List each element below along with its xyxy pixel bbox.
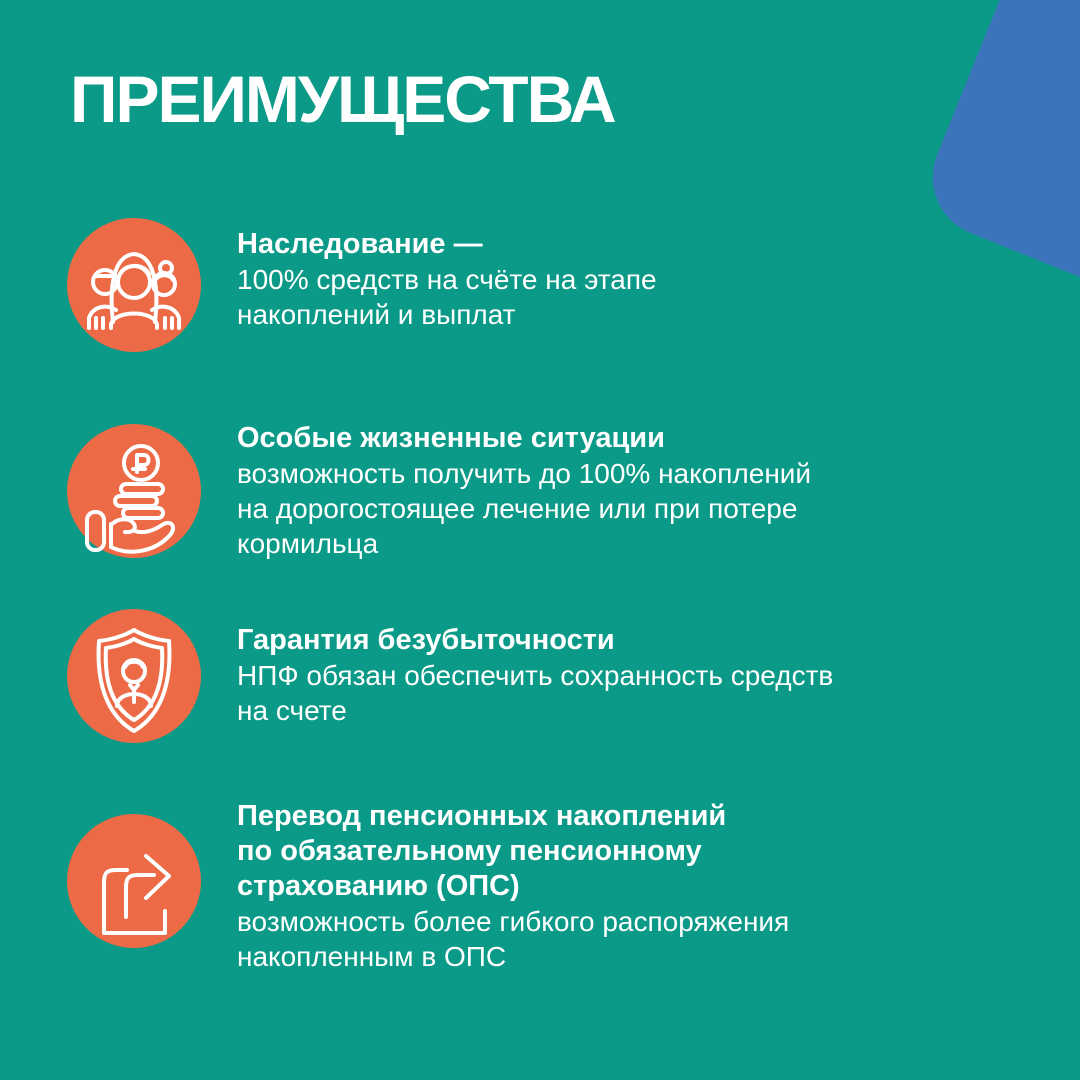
benefit-title: Особые жизненные ситуации bbox=[237, 422, 665, 454]
benefit-icon-circle-3 bbox=[67, 609, 201, 743]
benefit-body-line: кормильца bbox=[237, 528, 379, 559]
benefit-title: Наследование — bbox=[237, 228, 483, 260]
page-title: ПРЕИМУЩЕСТВА bbox=[70, 62, 615, 136]
benefit-body-line: НПФ обязан обеспечить сохранность средств bbox=[237, 660, 834, 691]
benefit-item-2 bbox=[237, 421, 997, 561]
benefit-body-line: на дорогостоящее лечение или при потере bbox=[237, 493, 798, 524]
transfer-arrow-icon bbox=[67, 814, 201, 948]
benefit-body-line: возможность получить до 100% накоплений bbox=[237, 458, 812, 489]
benefit-icon-circle-2 bbox=[67, 424, 201, 558]
benefit-body-line: возможность более гибкого распоряжения bbox=[237, 906, 790, 937]
benefit-title: Гарантия безубыточности bbox=[237, 624, 615, 656]
benefit-item-4 bbox=[237, 799, 997, 974]
benefit-body-line: накоплений и выплат bbox=[237, 299, 516, 330]
benefit-item-3 bbox=[237, 623, 997, 728]
benefit-title: страхованию (ОПС) bbox=[237, 870, 520, 902]
people-group-icon bbox=[67, 218, 201, 352]
benefit-title: Перевод пенсионных накоплений bbox=[237, 800, 727, 832]
hand-coins-icon bbox=[67, 424, 201, 558]
benefit-icon-circle-4 bbox=[67, 814, 201, 948]
benefit-item-1 bbox=[237, 227, 997, 332]
benefit-body-line: накопленным в ОПС bbox=[237, 941, 507, 972]
benefit-body-line: на счете bbox=[237, 695, 347, 726]
benefit-icon-circle-1 bbox=[67, 218, 201, 352]
benefit-body-line: 100% средств на счёте на этапе bbox=[237, 264, 657, 295]
shield-person-icon bbox=[67, 609, 201, 743]
benefit-title: по обязательному пенсионному bbox=[237, 835, 702, 867]
